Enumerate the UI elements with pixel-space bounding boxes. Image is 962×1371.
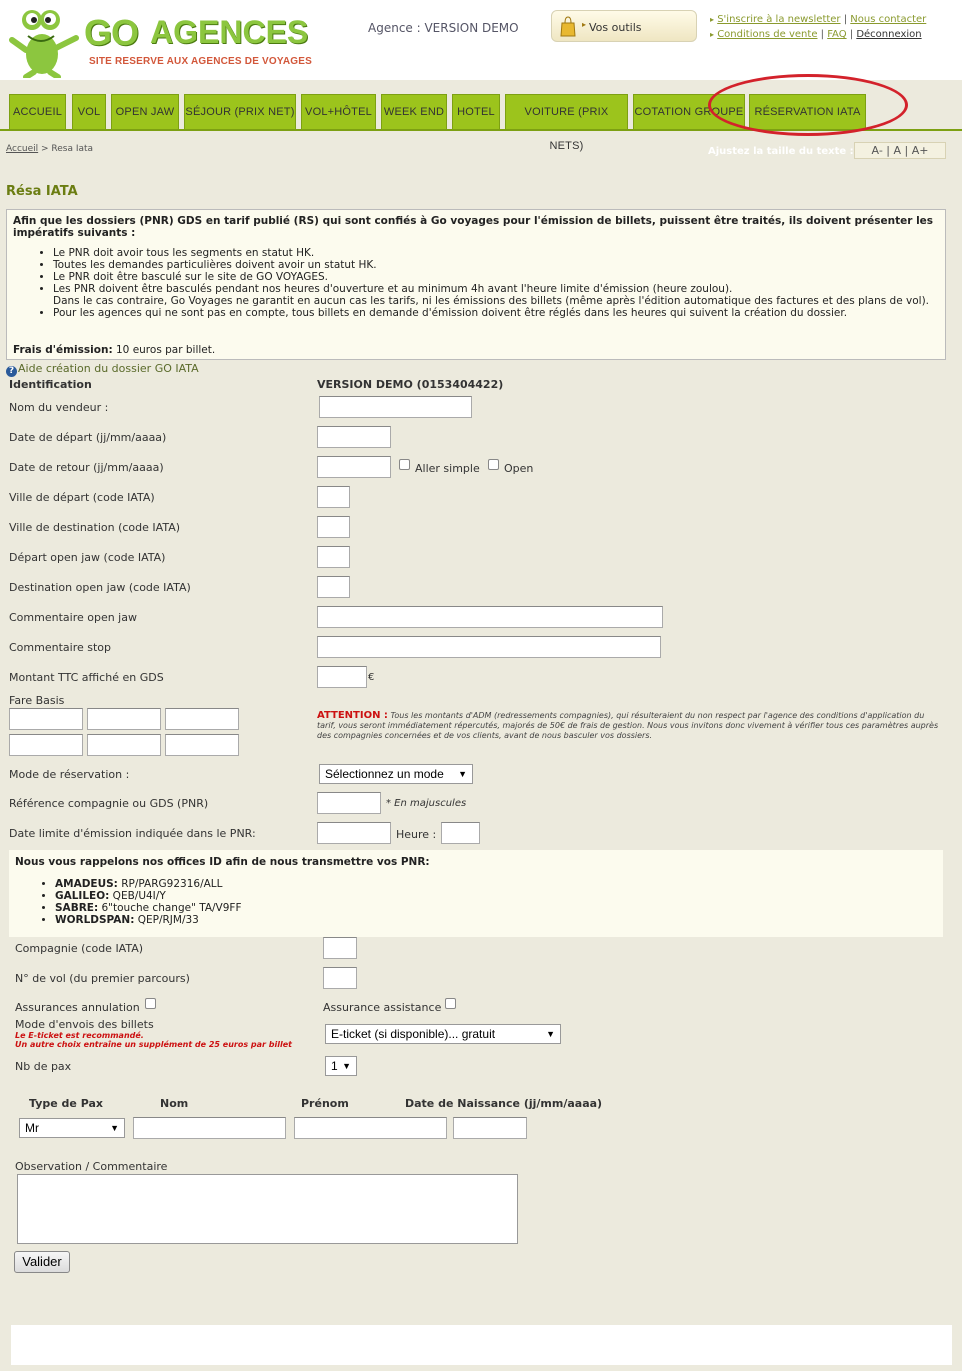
tools-label: Vos outils — [589, 21, 642, 34]
help-icon: ? — [6, 366, 17, 377]
tools-button[interactable] — [551, 10, 697, 42]
depart-oj-input[interactable] — [317, 546, 350, 568]
pax-header-type: Type de Pax — [29, 1097, 103, 1110]
tab-voiture[interactable]: VOITURE (PRIX NETS) — [505, 94, 628, 129]
pax-nom-input[interactable] — [133, 1117, 286, 1139]
ref-pnr-input[interactable] — [317, 792, 381, 814]
tab-reservation-iata[interactable]: RÉSERVATION IATA — [749, 94, 866, 129]
tab-hotel[interactable]: HOTEL — [452, 94, 500, 129]
observation-label: Observation / Commentaire — [15, 1160, 168, 1173]
submit-button[interactable]: Valider — [14, 1251, 70, 1273]
site-header — [0, 0, 962, 80]
help-link[interactable] — [6, 362, 199, 377]
attention-title: ATTENTION : — [317, 710, 388, 721]
office-name: AMADEUS: — [55, 878, 118, 890]
tab-accueil[interactable]: ACCUEIL — [9, 94, 66, 129]
office-value: QEP/RJM/33 — [134, 914, 199, 926]
office-value: 6"touche change" TA/V9FF — [98, 902, 242, 914]
attention-notice — [317, 711, 942, 741]
assur-annul-label: Assurances annulation — [15, 1001, 140, 1014]
list-item: • Toutes les demandes particulières doivent avoir un statut HK. — [53, 259, 939, 271]
shopping-bag-icon — [560, 15, 576, 37]
contact-link[interactable]: Nous contacter — [850, 14, 927, 25]
office-name: WORLDSPAN: — [55, 914, 135, 926]
office-name: GALILEO: — [55, 890, 110, 902]
office-value: QEB/U4I/Y — [109, 890, 166, 902]
compagnie-label: Compagnie (code IATA) — [15, 942, 144, 955]
compagnie-input[interactable] — [323, 937, 357, 959]
list-item — [55, 914, 937, 926]
pax-prenom-input[interactable] — [294, 1117, 447, 1139]
pax-header-dob: Date de Naissance (jj/mm/aaaa) — [405, 1097, 603, 1110]
assur-annul-checkbox[interactable] — [145, 998, 156, 1009]
tab-sejour[interactable]: SÉJOUR (PRIX NET) — [184, 94, 296, 129]
attention-text: Tous les montants d'ADM (redressements compagnies), qui résulteraient du non respect par l'agence des conditions d'application du tarif, vous seront immédiatement répercutés, majorés de 50€ de frais de gestion. Nous vous invitons donc vivement à vérifier tous ces paramètres auprès des compagnies concernées et de vos clients, avant de nous basculer vos dossiers. — [317, 711, 939, 740]
date-limite-input[interactable] — [317, 822, 391, 844]
ref-pnr-label: Référence compagnie ou GDS (PNR) — [9, 797, 209, 810]
office-name: SABRE: — [55, 902, 99, 914]
mode-resa-select[interactable] — [319, 764, 473, 784]
fare-basis-input[interactable] — [9, 734, 83, 756]
cgv-link[interactable]: Conditions de vente — [717, 29, 818, 40]
mode-resa-value: Sélectionnez un mode — [325, 767, 444, 781]
ville-depart-label: Ville de départ (code IATA) — [9, 491, 155, 504]
list-item — [53, 283, 939, 307]
fees-value: 10 euros par billet. — [112, 344, 216, 356]
newsletter-link[interactable]: S'inscrire à la newsletter — [717, 14, 841, 25]
fees-label: Frais d'émission: — [13, 344, 113, 356]
mode-envoi-value: E-ticket (si disponible)... gratuit — [331, 1027, 496, 1041]
info-box — [6, 209, 946, 360]
list-item — [55, 878, 937, 890]
offices-list — [55, 878, 937, 926]
list-item — [55, 902, 937, 914]
pax-dob-input[interactable] — [453, 1117, 527, 1139]
info-list — [53, 247, 939, 319]
fare-basis-input[interactable] — [87, 708, 161, 730]
comment-stop-label: Commentaire stop — [9, 641, 111, 654]
mode-envoi-select[interactable] — [325, 1024, 561, 1044]
breadcrumb-home[interactable]: Accueil — [6, 144, 39, 154]
frog-mascot-icon — [4, 2, 80, 78]
arrow-right-icon: ▸ — [710, 15, 715, 24]
dropdown-arrow-icon: ▼ — [546, 1029, 555, 1039]
assur-assist-label: Assurance assistance — [323, 1001, 442, 1014]
logo-go[interactable]: GO — [84, 12, 139, 53]
comment-stop-input[interactable] — [317, 636, 661, 658]
identification-heading: Identification — [9, 378, 92, 391]
dest-oj-label: Destination open jaw (code IATA) — [9, 581, 191, 594]
eticket-note: Le E-ticket est recommandé. — [15, 1031, 144, 1040]
tab-vol[interactable]: VOL — [72, 94, 106, 129]
mode-envoi-label: Mode d'envois des billets — [15, 1018, 154, 1031]
version-label: VERSION DEMO (0153404422) — [317, 378, 504, 391]
list-item-text: Dans le cas contraire, Go Voyages ne garantit en aucun cas les tarifs, ni les émissions des billets (même après l'édition automatique des factures et des plans de vol). — [53, 295, 930, 307]
comment-oj-input[interactable] — [317, 606, 663, 628]
tab-open-jaw[interactable]: OPEN JAW — [111, 94, 179, 129]
retour-date-input[interactable] — [317, 456, 391, 478]
supplement-note: Un autre choix entraîne un supplément de 25 euros par billet — [15, 1040, 292, 1049]
majuscules-hint: * En majuscules — [386, 798, 467, 809]
depart-date-label: Date de départ (jj/mm/aaaa) — [9, 431, 167, 444]
tab-cotation-groupe[interactable]: COTATION GROUPE — [633, 94, 745, 129]
fees-line — [13, 344, 215, 356]
arrow-right-icon: ▸ — [710, 30, 715, 39]
nb-pax-value: 1 — [331, 1059, 338, 1073]
dropdown-arrow-icon: ▼ — [458, 769, 467, 779]
office-value: RP/PARG92316/ALL — [117, 878, 223, 890]
tab-vol-hotel[interactable]: VOL+HÔTEL — [301, 94, 376, 129]
vendeur-input[interactable] — [319, 396, 472, 418]
list-item: • Le PNR doit être basculé sur le site de GO VOYAGES. — [53, 271, 939, 283]
open-checkbox[interactable] — [488, 459, 499, 470]
aller-simple-checkbox[interactable] — [399, 459, 410, 470]
pax-type-select[interactable] — [19, 1118, 125, 1138]
list-item: • Le PNR doit avoir tous les segments en statut HK. — [53, 247, 939, 259]
logo-subtitle: SITE RESERVE AUX AGENCES DE VOYAGES — [89, 56, 312, 67]
depart-oj-label: Départ open jaw (code IATA) — [9, 551, 166, 564]
fare-basis-input[interactable] — [165, 734, 239, 756]
font-size-label: Ajustez la taille du texte : — [708, 146, 854, 157]
breadcrumb-sep: > — [38, 144, 52, 154]
font-size-controls[interactable]: A- | A | A+ — [854, 142, 946, 159]
assur-assist-checkbox[interactable] — [445, 998, 456, 1009]
fare-basis-label: Fare Basis — [9, 694, 65, 707]
fare-basis-input[interactable] — [87, 734, 161, 756]
open-label: Open — [504, 462, 534, 475]
heure-input[interactable] — [441, 822, 480, 844]
nb-pax-label: Nb de pax — [15, 1060, 72, 1073]
breadcrumb — [6, 144, 93, 154]
breadcrumb-current: Resa Iata — [51, 144, 94, 154]
help-link-label: Aide création du dossier GO IATA — [18, 362, 199, 375]
date-limite-label: Date limite d'émission indiquée dans le PNR: — [9, 827, 256, 840]
list-item: • Pour les agences qui ne sont pas en compte, tous billets en demande d'émission doivent être réglés dans les heures qui suivent la création du dossier. — [53, 307, 939, 319]
pax-type-value: Mr — [25, 1121, 39, 1135]
offices-box — [9, 850, 943, 937]
aller-simple-label: Aller simple — [415, 462, 480, 475]
ville-depart-input[interactable] — [317, 486, 350, 508]
comment-oj-label: Commentaire open jaw — [9, 611, 137, 624]
dest-oj-input[interactable] — [317, 576, 350, 598]
footer — [11, 1325, 952, 1365]
observation-textarea[interactable] — [17, 1174, 518, 1244]
list-item-text: Les PNR doivent être basculés pendant nos heures d'ouverture et au minimum 4h avant l'heure limite d'émission (heure zoulou). — [53, 283, 733, 295]
ville-dest-input[interactable] — [317, 516, 350, 538]
dropdown-arrow-icon: ▼ — [342, 1061, 351, 1071]
info-intro: Afin que les dossiers (PNR) GDS en tarif publié (RS) qui sont confiés à Go voyages pour l'émission de billets, puissent être traités, ils doivent présenter les impératifs suivants : — [13, 215, 934, 239]
list-item — [55, 890, 937, 902]
pax-header-prenom: Prénom — [301, 1097, 349, 1110]
fare-basis-input[interactable] — [9, 708, 83, 730]
num-vol-input[interactable] — [323, 967, 357, 989]
logo-agences[interactable]: AGENCES — [150, 14, 309, 50]
nb-pax-select[interactable] — [325, 1056, 357, 1076]
heure-label: Heure : — [396, 828, 437, 841]
pax-header-nom: Nom — [160, 1097, 189, 1110]
ville-dest-label: Ville de destination (code IATA) — [9, 521, 181, 534]
faq-link[interactable]: FAQ — [827, 29, 847, 40]
top-links: ▸ S'inscrire à la newsletter | Nous contacter ▸ Conditions de vente | FAQ | Déconnexion — [710, 14, 927, 40]
retour-date-label: Date de retour (jj/mm/aaaa) — [9, 461, 164, 474]
fare-basis-input[interactable] — [165, 708, 239, 730]
depart-date-input[interactable] — [317, 426, 391, 448]
logout-link[interactable]: Déconnexion — [856, 29, 922, 40]
num-vol-label: N° de vol (du premier parcours) — [15, 972, 190, 985]
vendeur-label: Nom du vendeur : — [9, 401, 109, 414]
montant-input[interactable] — [317, 666, 367, 688]
dropdown-arrow-icon: ▼ — [110, 1123, 119, 1133]
agency-name: Agence : VERSION DEMO — [368, 21, 519, 35]
arrow-right-icon: ▸ — [582, 20, 587, 29]
tab-week-end[interactable]: WEEK END — [381, 94, 447, 129]
euro-symbol: € — [368, 672, 375, 683]
mode-resa-label: Mode de réservation : — [9, 768, 130, 781]
page-title: Résa IATA — [6, 184, 78, 199]
highlight-circle — [708, 74, 908, 136]
montant-label: Montant TTC affiché en GDS — [9, 671, 164, 684]
offices-title: Nous vous rappelons nos offices ID afin de nous transmettre vos PNR: — [15, 856, 430, 868]
